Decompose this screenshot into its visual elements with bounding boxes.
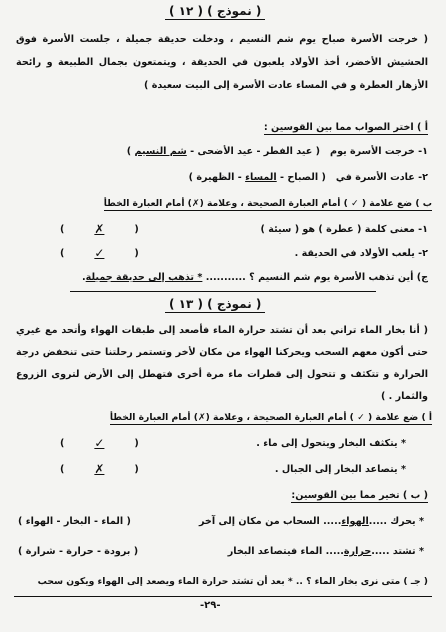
model-13-question-b1: * يحرك ..... الهواء ..... السحاب من مكان إلى آخر ( الماء - البخار - الهواء ) <box>18 516 424 527</box>
model-12-question-b2: ٢- يلعب الأولاد في الحديقة . ( ✓ ) <box>60 246 428 260</box>
check-mark-icon: ✓ <box>94 436 105 450</box>
section-divider <box>70 291 376 292</box>
cross-mark-icon: ✗ <box>94 222 105 236</box>
model-13-title: ( نموذج ) ( ١٣ ) <box>165 297 265 313</box>
answer-shm-elnaseem: شم النسيم <box>134 146 187 157</box>
answer-harara: حرارة <box>343 546 372 557</box>
model-13-question-b-title: ( ب ) تخير مما بين القوسين: <box>291 490 428 501</box>
answer-hawaa: الهواء <box>341 516 369 527</box>
model-12-question-b1: ١- معنى كلمة ( عطرة ) هو ( سيئة ) ( ✗ ) <box>60 222 428 236</box>
model-12-passage: ( خرجت الأسرة صباح يوم شم النسيم ، ودخلت حديقة جميلة ، جلست الأسرة فوق الحشيش الأخضر، أخذ الأولاد يلعبون في الحديقة ، ويتمتعون بجمال الطبيعة و رائحة الأزهار العطرة و في المساء عادت الأسرة إلى البيت سعيدة ) <box>16 34 428 91</box>
model-12-question-a-title: أ ) اختر الصواب مما بين القوسين : <box>263 122 428 133</box>
model-13-question-c: ( جـ ) متى نرى بخار الماء ؟ .. * بعد أن تشتد حرارة الماء ويصعد إلى الهواء ويكون سحب <box>37 576 428 587</box>
model-12-question-b-title: ب ) ضع علامة ( ✓ ) أمام العبارة الصحيحة ، وعلامة (✗) أمام العبارة الخطأ <box>103 198 432 209</box>
model-12-title: ( نموذج ) ( ١٢ ) <box>165 4 265 20</box>
page-number: -٢٩- <box>200 600 221 611</box>
model-12-question-a1: ١- خرجت الأسرة يوم ( عيد الفطر - عيد الأضحى - شم النسيم ) <box>126 146 428 157</box>
model-12-c-answer: * تذهب إلى حديقة جميلة <box>85 272 203 283</box>
answer-masaa: المساء <box>245 172 277 183</box>
check-mark-icon: ✓ <box>94 246 105 260</box>
model-13-question-a-title: أ ) ضع علامة ( ✓ ) أمام العبارة الصحيحة ، وعلامة (✗) أمام العبارة الخطأ <box>109 412 432 423</box>
model-12-question-c: ج) أين تذهب الأسرة يوم شم النسيم ؟ ........... * تذهب إلى حديقة جميلة. <box>82 272 428 283</box>
model-13-question-a2: * يتصاعد البخار إلى الجبال . ( ✗ ) <box>60 462 406 476</box>
model-13-question-a1: * يتكثف البخار ويتحول إلى ماء . ( ✓ ) <box>60 436 406 450</box>
model-12-question-a2: ٢- عادت الأسرة في ( الصباح - المساء - الظهيرة ) <box>188 172 428 183</box>
model-13-question-b2: * تشتد ..... حرارة ..... الماء فيتصاعد البخار ( برودة - حرارة - شرارة ) <box>18 546 424 557</box>
bottom-divider <box>14 596 432 597</box>
cross-mark-icon: ✗ <box>94 462 105 476</box>
model-13-passage: ( أنا بخار الماء تراني بعد أن تشتد حرارة الماء فأصعد إلى طبقات الهواء وأتحد مع غيري حتى أكون معهم السحب ويحركنا الهواء من مكان لأخر وتستمر رحلتنا حتى تنخفض درجة الحرارة و تتكثف و تتحول إلى قطرات ماء مرة أخرى فتهطل إلى الأرض لتروى الزروع والثمار . ) <box>16 325 428 402</box>
